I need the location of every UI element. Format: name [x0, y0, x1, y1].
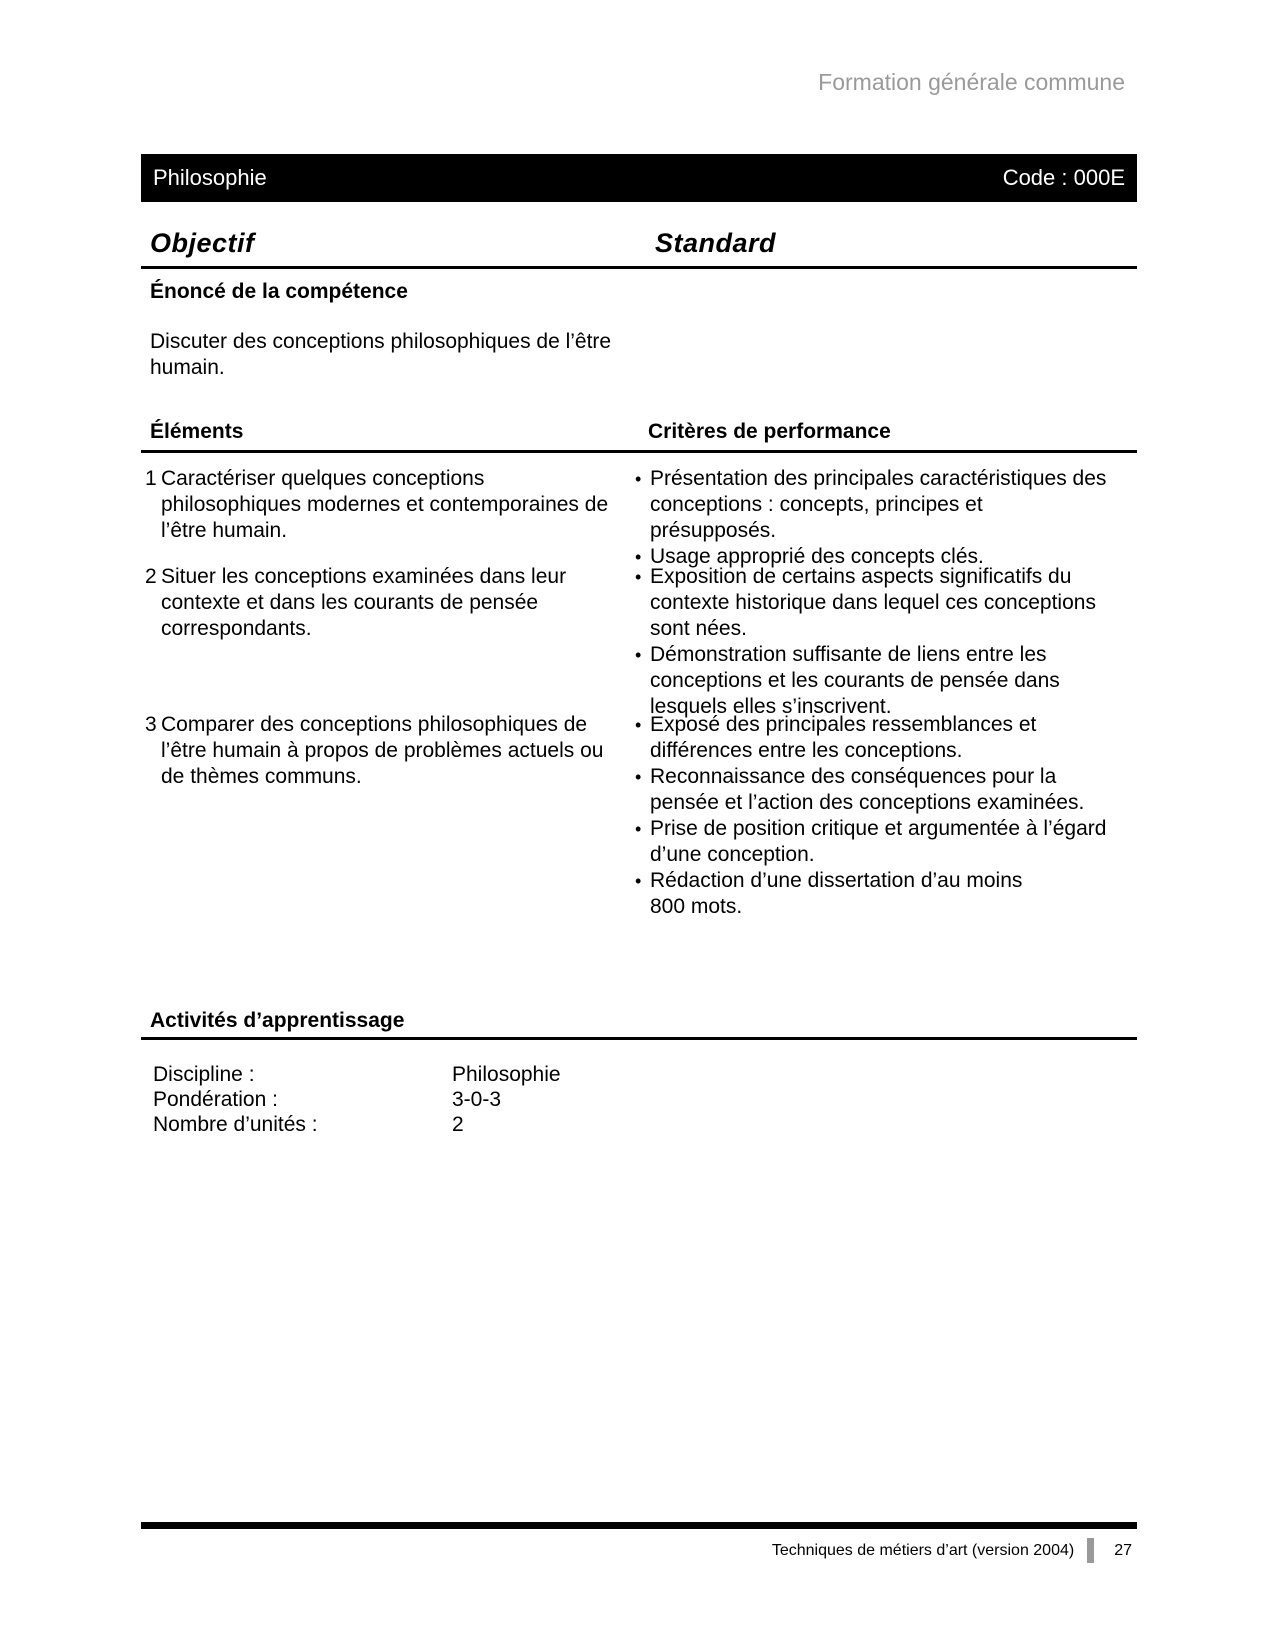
enonce-heading: Énoncé de la compétence	[150, 280, 408, 303]
criterion-item	[635, 466, 1137, 544]
element-line: contexte et dans les courants de pensée	[161, 591, 539, 614]
page-number: 27	[1114, 1541, 1132, 1559]
criterion-line: Exposé des principales ressemblances et	[650, 713, 1037, 736]
table-header	[141, 419, 1137, 453]
heading-activites: Activités d’apprentissage	[150, 1009, 405, 1032]
criteria-list	[635, 466, 1137, 570]
table-row	[145, 564, 1145, 720]
element-line: Caractériser quelques conceptions	[161, 467, 485, 490]
detail-label: Discipline :	[153, 1063, 255, 1086]
criterion-line: conceptions et les courants de pensée dans	[650, 669, 1060, 692]
enonce-line: humain.	[150, 356, 225, 379]
bullet-icon: •	[635, 715, 642, 735]
criterion-text	[650, 642, 1060, 720]
criterion-line: conceptions : concepts, principes et	[650, 493, 983, 516]
course-code: Code : 000E	[1002, 165, 1125, 190]
criterion-line: sont nées.	[650, 617, 747, 640]
criterion-line: Démonstration suffisante de liens entre les	[650, 643, 1047, 666]
criterion-item	[635, 712, 1137, 764]
bullet-icon: •	[635, 547, 642, 567]
activites-header	[141, 1009, 1137, 1040]
criterion-line: Usage approprié des concepts clés.	[650, 545, 984, 568]
footer-divider	[1087, 1538, 1094, 1563]
criterion-item	[635, 816, 1137, 868]
element-text	[161, 564, 635, 642]
objectif-standard-header	[141, 228, 1137, 269]
footer	[141, 1538, 1137, 1563]
detail-value: 2	[452, 1113, 464, 1136]
criterion-line: d’une conception.	[650, 843, 815, 866]
criterion-line: Reconnaissance des conséquences pour la	[650, 765, 1057, 788]
footer-text: Techniques de métiers d’art (version 2004)	[771, 1541, 1075, 1559]
detail-value: 3-0-3	[452, 1088, 502, 1111]
enonce-line: Discuter des conceptions philosophiques de l’être	[150, 330, 612, 353]
element-line: l’être humain à propos de problèmes actuels ou	[161, 739, 604, 762]
criterion-line: différences entre les conceptions.	[650, 739, 963, 762]
criterion-item	[635, 764, 1137, 816]
table-row	[145, 466, 1145, 570]
criterion-line: Rédaction d’une dissertation d’au moins	[650, 869, 1023, 892]
criterion-line: 800 mots.	[650, 895, 743, 918]
bullet-icon: •	[635, 645, 642, 665]
criterion-text	[650, 564, 1096, 642]
element-text	[161, 712, 635, 790]
criterion-line: présupposés.	[650, 519, 777, 542]
enonce-paragraph	[150, 329, 630, 381]
criterion-item	[635, 564, 1137, 642]
element-text	[161, 466, 635, 544]
element-number: 2	[145, 565, 157, 588]
criterion-item	[635, 868, 1137, 920]
criterion-line: pensée et l’action des conceptions examinées.	[650, 791, 1085, 814]
detail-value: Philosophie	[452, 1063, 561, 1086]
detail-row	[153, 1062, 561, 1087]
criterion-line: contexte historique dans lequel ces conceptions	[650, 591, 1096, 614]
criteria-list	[635, 712, 1137, 920]
heading-criteres: Critères de performance	[648, 420, 891, 443]
element-number: 1	[145, 467, 157, 490]
criterion-line: Prise de position critique et argumentée à l’égard	[650, 817, 1107, 840]
criterion-line: lesquels elles s’inscrivent.	[650, 695, 892, 718]
criterion-text	[650, 816, 1106, 868]
element-number: 3	[145, 713, 157, 736]
criterion-line: Présentation des principales caractéristiques des	[650, 467, 1107, 490]
detail-label: Nombre d’unités :	[153, 1113, 318, 1136]
title-bar	[141, 154, 1137, 202]
bullet-icon: •	[635, 567, 642, 587]
bullet-icon: •	[635, 819, 642, 839]
element-line: Situer les conceptions examinées dans leur	[161, 565, 567, 588]
bullet-icon: •	[635, 767, 642, 787]
heading-elements: Éléments	[150, 420, 244, 443]
element-line: correspondants.	[161, 617, 312, 640]
bullet-icon: •	[635, 871, 642, 891]
heading-objectif: Objectif	[150, 228, 255, 258]
criterion-text	[650, 764, 1084, 816]
element-line: Comparer des conceptions philosophiques de	[161, 713, 588, 736]
course-title: Philosophie	[153, 165, 267, 190]
criterion-text	[650, 868, 1022, 920]
element-line: l’être humain.	[161, 519, 288, 542]
detail-row	[153, 1112, 561, 1137]
detail-row	[153, 1087, 561, 1112]
criteria-list	[635, 564, 1137, 720]
element-line: philosophiques modernes et contemporaines de	[161, 493, 609, 516]
criterion-line: Exposition de certains aspects significatifs du	[650, 565, 1072, 588]
bullet-icon: •	[635, 469, 642, 489]
heading-standard: Standard	[655, 228, 777, 258]
criterion-text	[650, 466, 1106, 544]
footer-rule	[141, 1522, 1137, 1529]
course-details	[153, 1062, 561, 1137]
criterion-item	[635, 642, 1137, 720]
criterion-text	[650, 712, 1036, 764]
table-row	[145, 712, 1145, 920]
element-line: de thèmes communs.	[161, 765, 362, 788]
running-header: Formation générale commune	[818, 69, 1125, 95]
detail-label: Pondération :	[153, 1088, 278, 1111]
